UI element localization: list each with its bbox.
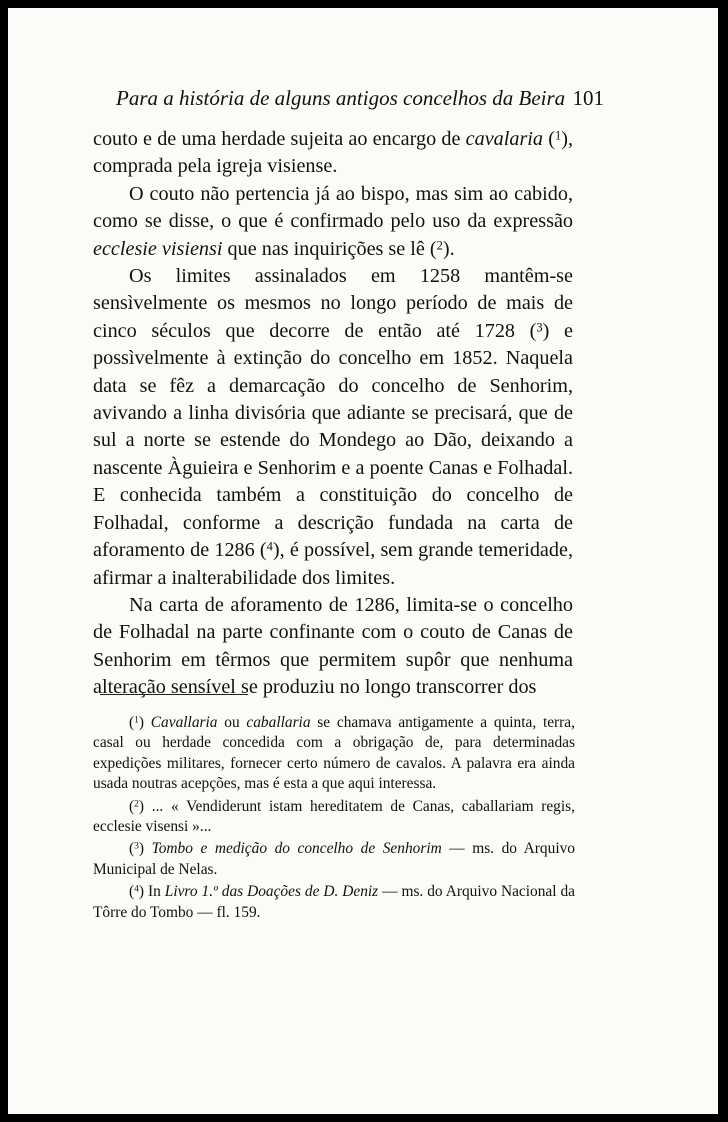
- text-run: — ms. do Arquivo Nacional da Tôrre do Tombo — fl. 159.: [93, 883, 575, 921]
- text-run: Os limites assinalados em 1258 mantêm-se sensìvelmente os mesmos no longo período de mais de cinco séculos que decorre de então até 1728 (: [93, 265, 573, 342]
- italic-term: Cavallaria: [150, 714, 218, 731]
- text-run: ), é possível, sem grande temeridade, afirmar a inalterabilidade dos limites.: [93, 539, 573, 589]
- text-run: (: [543, 128, 555, 150]
- text-run: couto e de uma herdade sujeita ao encargo de: [93, 128, 466, 150]
- text-run: — ms. do Arquivo Municipal de Nelas.: [93, 840, 575, 878]
- footnote-1: ($^1$) Cavallaria ou caballaria se chamava antigamente a quinta, terra, casal ou herdade concedida com a obrigação de, para determinadas expedições militares, fornecer certo número de cavalos. A palavra era ainda usada noutras acepções, mas é esta a que aqui interessa.: [93, 714, 575, 793]
- text-run: Na carta de aforamento de 1286, limita-se o concelho de Folhadal na parte confinante com o couto de Canas de Senhorim em têrmos que permitem supôr que nenhuma alteração sensível se produziu no longo transcorrer dos: [93, 593, 573, 699]
- footnote-separator: [100, 694, 248, 695]
- paragraph-2: [93, 181, 573, 263]
- running-header: [116, 86, 608, 111]
- italic-term: caballaria: [246, 714, 311, 731]
- page-number: 101: [572, 86, 604, 110]
- text-run: ), comprada pela igreja visiense.: [93, 128, 573, 178]
- footnotes: [93, 713, 575, 925]
- paragraph-4: [93, 592, 573, 702]
- paragraph-1: [93, 126, 573, 181]
- footnote-ref: 3: [536, 320, 543, 335]
- book-page: [8, 8, 718, 1114]
- italic-term: ecclesie visiensi: [93, 237, 223, 260]
- italic-title: Tombo e medição do concelho de Senhorim: [151, 840, 442, 858]
- footnote-ref: 1: [554, 128, 562, 143]
- text-run: que nas inquirições se lê (: [222, 237, 437, 260]
- footnote-mark: 3: [134, 841, 139, 853]
- footnote-ref: 2: [436, 238, 443, 252]
- paragraph-3: [93, 263, 573, 592]
- footnote-mark: 1: [134, 714, 139, 726]
- italic-term: cavalaria: [465, 128, 544, 150]
- text-run: ).: [442, 237, 455, 260]
- footnote-mark: 2: [134, 798, 139, 810]
- footnote-4: ($^4$) In Livro 1.º das Doações de D. Deniz — ms. do Arquivo Nacional da Tôrre do Tombo — fl. 159.: [93, 883, 575, 921]
- text-run: O couto não pertencia já ao bispo, mas sim ao cabido, como se disse, o que é confirmado pelo uso da expressão: [93, 182, 573, 233]
- main-text: [93, 126, 573, 702]
- footnote-2: ($^2$) ... « Vendiderunt istam hereditatem de Canas, caballariam regis, ecclesie visensi »...: [93, 797, 575, 836]
- footnote-3: ($^3$) Tombo e medição do concelho de Senhorim — ms. do Arquivo Municipal de Nelas.: [93, 840, 575, 878]
- footnote-mark: 4: [134, 883, 139, 895]
- text-run: ou: [217, 714, 247, 731]
- text-run: se chamava antigamente a quinta, terra, casal ou herdade concedida com a obrigação de, para determinadas expedições militares, fornecer certo número de cavalos. A palavra era ainda usada noutras acepções, mas é esta a que aqui interessa.: [93, 714, 575, 793]
- text-run: In: [144, 883, 165, 901]
- text-run: ... « Vendiderunt istam hereditatem de Canas, caballariam regis, ecclesie visensi »...: [93, 797, 575, 836]
- footnote-ref: 4: [266, 539, 273, 554]
- running-title: Para a história de alguns antigos concelhos da Beira: [116, 86, 566, 110]
- italic-title: Livro 1.º das Doações de D. Deniz: [164, 883, 379, 901]
- text-run: ) e possìvelmente à extinção do concelho em 1852. Naquela data se fêz a demarcação do concelho de Senhorim, avivando a linha divisória que adiante se precisará, que de sul a norte se estende do Mondego ao Dão, deixando a nascente Àguieira e Senhorim e a poente Canas e Folhadal. E conhecida também a constituição do concelho de Folhadal, conforme a descrição fundada na carta de aforamento de 1286 (: [93, 319, 573, 562]
